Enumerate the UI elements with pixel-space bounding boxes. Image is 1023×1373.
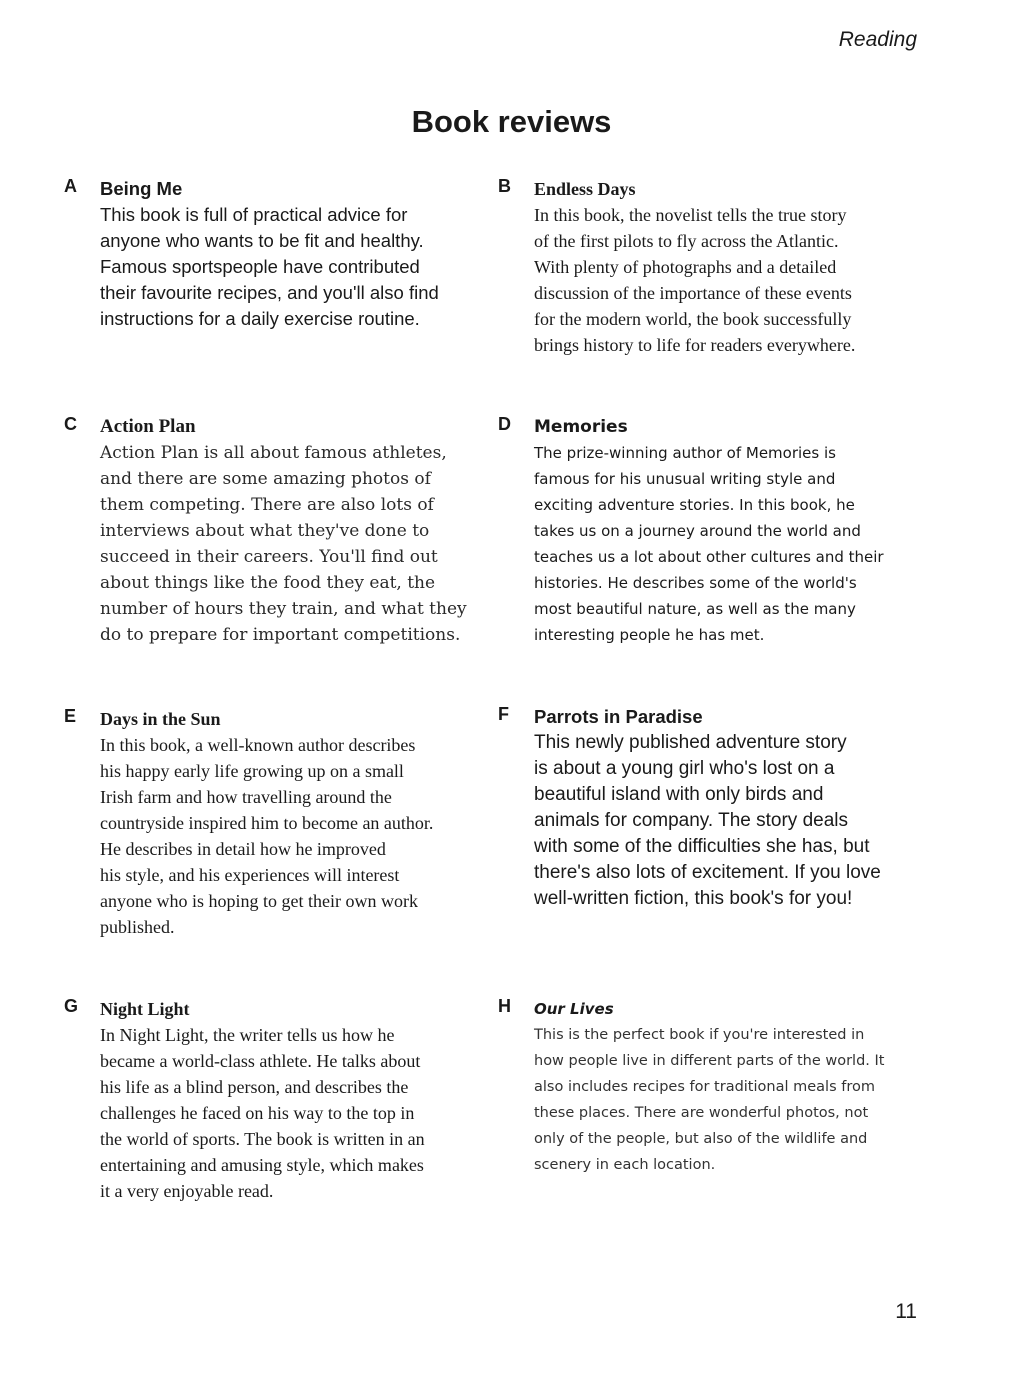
review-body bbox=[100, 732, 500, 940]
review-line: takes us on a journey around the world and bbox=[534, 522, 861, 540]
review-line: exciting adventure stories. In this book, he bbox=[534, 496, 855, 514]
review-line: challenges he faced on his way to the top in bbox=[100, 1103, 415, 1123]
review-line: and there are some amazing photos of bbox=[100, 469, 431, 489]
review-line: countryside inspired him to become an author. bbox=[100, 813, 434, 833]
review-line: of the first pilots to fly across the Atlantic. bbox=[534, 231, 839, 251]
review-line: discussion of the importance of these events bbox=[534, 283, 852, 303]
review-line: With plenty of photographs and a detailed bbox=[534, 257, 837, 277]
review-line: brings history to life for readers everywhere. bbox=[534, 335, 856, 355]
review-line: interviews about what they've done to bbox=[100, 521, 430, 541]
review-letter: A bbox=[64, 176, 77, 196]
review-letter: G bbox=[64, 996, 79, 1016]
review-body bbox=[534, 202, 934, 358]
review-line: these places. There are wonderful photos, not bbox=[534, 1105, 869, 1121]
review-line: This newly published adventure story bbox=[534, 732, 847, 753]
review-line: them competing. There are also lots of bbox=[100, 495, 434, 515]
review-line: number of hours they train, and what they bbox=[100, 599, 467, 619]
review-h bbox=[498, 996, 944, 1178]
review-f bbox=[498, 704, 944, 912]
review-letter: D bbox=[498, 414, 511, 434]
review-line: their favourite recipes, and you'll also find bbox=[100, 282, 439, 303]
review-title: Night Light bbox=[100, 999, 190, 1019]
review-g bbox=[64, 996, 500, 1204]
review-line: with some of the difficulties she has, but bbox=[534, 836, 870, 857]
review-line: He describes in detail how he improved bbox=[100, 839, 386, 859]
review-line: only of the people, but also of the wildlife and bbox=[534, 1131, 868, 1147]
review-line: scenery in each location. bbox=[534, 1157, 716, 1173]
review-line: histories. He describes some of the world's bbox=[534, 574, 857, 592]
review-a bbox=[64, 176, 500, 332]
section-label: Reading bbox=[838, 28, 917, 51]
review-title: Memories bbox=[534, 417, 628, 437]
review-body bbox=[100, 202, 500, 332]
review-body bbox=[534, 440, 944, 648]
review-line: animals for company. The story deals bbox=[534, 810, 848, 831]
review-title: Our Lives bbox=[534, 1000, 614, 1018]
review-c bbox=[64, 414, 500, 648]
review-line: This is the perfect book if you're interested in bbox=[534, 1027, 865, 1043]
review-e bbox=[64, 706, 500, 940]
review-title: Parrots in Paradise bbox=[534, 706, 703, 727]
review-line: is about a young girl who's lost on a bbox=[534, 758, 835, 779]
review-letter: E bbox=[64, 706, 77, 726]
review-title: Action Plan bbox=[100, 416, 196, 437]
page-title: Book reviews bbox=[411, 104, 612, 139]
review-line: anyone who is hoping to get their own work bbox=[100, 891, 418, 911]
review-b bbox=[498, 176, 934, 358]
review-title: Endless Days bbox=[534, 179, 636, 199]
review-line: there's also lots of excitement. If you love bbox=[534, 862, 881, 883]
review-line: beautiful island with only birds and bbox=[534, 784, 824, 805]
review-line: do to prepare for important competitions. bbox=[100, 625, 461, 645]
review-line: This book is full of practical advice for bbox=[100, 204, 408, 225]
review-line: his happy early life growing up on a small bbox=[100, 761, 404, 781]
review-line: his style, and his experiences will interest bbox=[100, 865, 400, 885]
review-letter: F bbox=[498, 704, 509, 724]
review-title: Being Me bbox=[100, 178, 183, 199]
review-body bbox=[100, 440, 500, 648]
review-line: Famous sportspeople have contributed bbox=[100, 256, 420, 277]
review-line: also includes recipes for traditional meals from bbox=[534, 1079, 875, 1095]
review-letter: C bbox=[64, 414, 77, 434]
review-title: Days in the Sun bbox=[100, 709, 221, 729]
review-d bbox=[498, 414, 944, 648]
review-line: In this book, the novelist tells the true story bbox=[534, 205, 847, 225]
review-line: In Night Light, the writer tells us how he bbox=[100, 1025, 395, 1045]
review-line: most beautiful nature, as well as the many bbox=[534, 600, 856, 618]
review-body bbox=[534, 1022, 944, 1178]
review-line: In this book, a well-known author describes bbox=[100, 735, 416, 755]
review-line: well-written fiction, this book's for you! bbox=[534, 888, 853, 909]
review-body bbox=[100, 1022, 500, 1204]
review-line: Action Plan is all about famous athletes, bbox=[100, 443, 447, 463]
review-line: published. bbox=[100, 917, 175, 937]
review-line: became a world-class athlete. He talks about bbox=[100, 1051, 421, 1071]
review-line: entertaining and amusing style, which makes bbox=[100, 1155, 424, 1175]
review-line: the world of sports. The book is written in an bbox=[100, 1129, 425, 1149]
review-line: succeed in their careers. You'll find out bbox=[100, 547, 438, 567]
review-body bbox=[534, 730, 944, 912]
review-line: it a very enjoyable read. bbox=[100, 1181, 274, 1201]
review-line: for the modern world, the book successfully bbox=[534, 309, 852, 329]
page-number: 11 bbox=[895, 1300, 917, 1323]
review-line: teaches us a lot about other cultures and their bbox=[534, 548, 884, 566]
review-line: The prize-winning author of Memories is bbox=[534, 444, 836, 462]
review-letter: H bbox=[498, 996, 511, 1016]
review-line: famous for his unusual writing style and bbox=[534, 470, 836, 488]
review-line: how people live in different parts of the world. It bbox=[534, 1053, 885, 1069]
review-line: anyone who wants to be fit and healthy. bbox=[100, 230, 424, 251]
review-line: about things like the food they eat, the bbox=[100, 573, 436, 593]
review-letter: B bbox=[498, 176, 511, 196]
review-line: interesting people he has met. bbox=[534, 626, 765, 644]
review-line: Irish farm and how travelling around the bbox=[100, 787, 392, 807]
review-line: instructions for a daily exercise routine. bbox=[100, 308, 420, 329]
review-line: his life as a blind person, and describes the bbox=[100, 1077, 409, 1097]
